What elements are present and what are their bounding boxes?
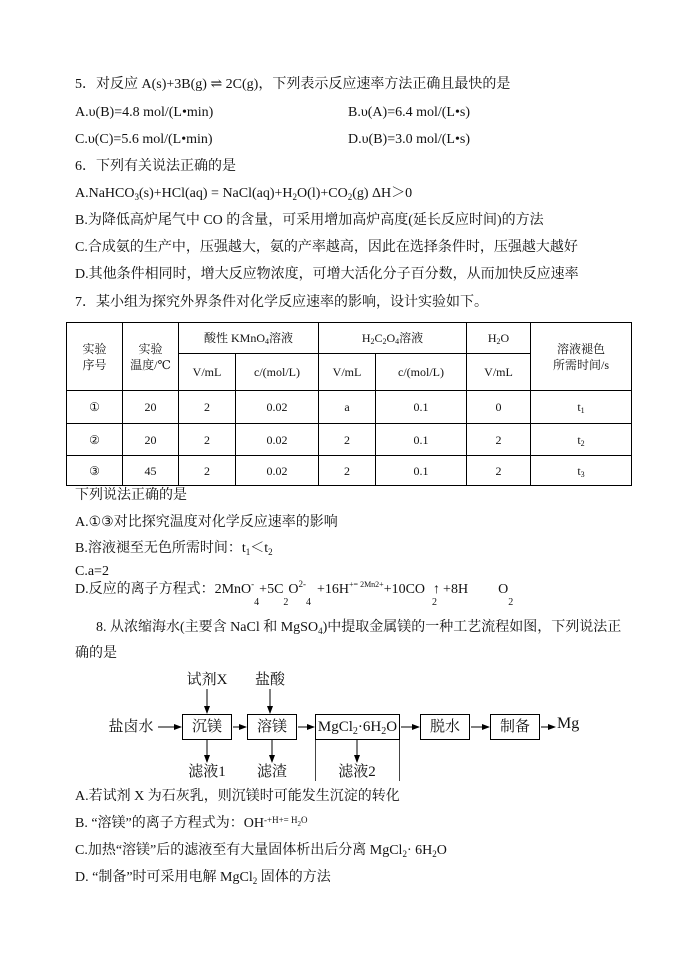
formula-subscript: 3 — [134, 192, 139, 202]
header-experiment-number — [67, 323, 123, 391]
header-text: H — [361, 331, 371, 345]
formula-arrow: ↑ — [433, 582, 441, 597]
formula-part: O — [288, 582, 299, 597]
cell-h2c2o4-volume: 2 — [319, 456, 376, 486]
experiment-table — [66, 322, 632, 486]
formula-part: (g) ΔH＞0 — [352, 186, 413, 201]
header-subscript: 2 — [496, 337, 501, 346]
header-h2c2o4-solution — [319, 323, 467, 354]
label-filter-residue: 滤渣 — [256, 764, 287, 780]
formula-part: +8H — [443, 582, 469, 597]
cell-water-volume: 2 — [467, 424, 531, 456]
option-text: C.加热“溶镁”后的滤液至有大量固体析出后分离 MgCl — [75, 843, 403, 858]
box-subscript: 2 — [381, 726, 387, 737]
q5-stem: 5．对反应 A(s)+3B(g) ⇌ 2C(g)，下列表示反应速率方法正确且最快的是 — [75, 77, 511, 92]
q7-option-b — [75, 540, 273, 558]
cell-h2c2o4-concentration: 0.1 — [376, 424, 467, 456]
cell-subscript: 2 — [580, 438, 585, 448]
formula-subscript: 4 — [254, 597, 260, 608]
cell-number: ① — [67, 391, 123, 424]
option-text: 固体的方法 — [257, 870, 331, 885]
formula-part: O(l)+CO — [297, 186, 348, 201]
cell-text: t — [577, 400, 581, 414]
cell-kmno4-volume: 2 — [179, 456, 236, 486]
stem-subscript: 4 — [318, 626, 323, 636]
cell-kmno4-concentration: 0.02 — [236, 424, 319, 456]
formula-part: +10CO — [383, 582, 426, 597]
cell-kmno4-volume: 2 — [179, 391, 236, 424]
header-subscript: 2 — [382, 337, 387, 346]
stem-text: 8. 从浓缩海水(主要含 NaCl 和 MgSO — [96, 620, 319, 635]
option-subscript: 2 — [402, 849, 407, 859]
header-text: O — [386, 331, 396, 345]
option-text: B.溶液褪至无色所需时间：t — [75, 541, 246, 556]
cell-water-volume: 2 — [467, 456, 531, 486]
q8-stem-line1 — [96, 619, 621, 637]
q8-stem-line2: 确的是 — [75, 646, 117, 661]
cell-h2c2o4-volume: a — [319, 391, 376, 424]
option-text: · 6H — [406, 843, 433, 858]
header-text: C — [374, 331, 383, 345]
label-filtrate-1: 滤液1 — [188, 764, 226, 780]
header-subscript: 2 — [370, 337, 375, 346]
q6-option-a — [75, 185, 412, 203]
cell-text: t — [577, 432, 581, 447]
q8-option-d — [75, 869, 331, 887]
option-subscript: 2 — [268, 547, 273, 557]
formula-part: +5C — [259, 582, 284, 597]
option-text: O — [436, 843, 447, 858]
q5-option-c: C.υ(C)=5.6 mol/(L•min) — [75, 132, 213, 147]
header-text: 实验 — [82, 341, 107, 356]
formula-part: (s)+HCl(aq) = NaCl(aq)+H — [139, 186, 293, 201]
cell-number: ② — [67, 424, 123, 456]
label-filtrate-2: 滤液2 — [338, 764, 376, 780]
formula-part: O — [498, 582, 509, 597]
cell-temperature: 45 — [123, 456, 179, 486]
header-text: H — [487, 331, 497, 345]
option-text: D. “制备”时可采用电解 MgCl — [75, 870, 253, 885]
formula-subscript: 2 — [432, 597, 438, 608]
box-subscript: 2 — [352, 726, 358, 737]
q7-option-c: C.a=2 — [75, 564, 109, 579]
q7-question: 下列说法正确的是 — [75, 488, 187, 503]
option-text: B. “溶镁”的离子方程式为：OH — [75, 816, 264, 831]
q6-option-d: D.其他条件相同时，增大反应物浓度，可增大活化分子百分数，从而加快反应速率 — [75, 267, 579, 282]
stem-text: )中提取金属镁的一种工艺流程如图，下列说法正 — [322, 620, 622, 635]
formula-superscript: 2- — [298, 579, 307, 589]
q5-option-b: B.υ(A)=6.4 mol/(L•s) — [348, 105, 470, 120]
cell-kmno4-concentration: 0.02 — [236, 456, 319, 486]
table-header-row — [67, 323, 632, 354]
header-temperature — [123, 323, 179, 391]
header-subscript: 4 — [395, 337, 400, 346]
header-kmno4-solution — [179, 323, 319, 354]
option-subscript: 1 — [245, 547, 251, 557]
q8-option-a: A.若试剂 X 为石灰乳，则沉镁时可能发生沉淀的转化 — [75, 789, 400, 804]
cell-kmno4-concentration: 0.02 — [236, 391, 319, 424]
cell-kmno4-volume: 2 — [179, 424, 236, 456]
header-text: 所需时间/s — [552, 357, 609, 372]
label-hydrochloric-acid: 盐酸 — [254, 672, 285, 688]
cell-fade-time — [531, 391, 632, 424]
option-subscript: 2 — [252, 876, 258, 886]
step-dissolve-mg: 溶镁 — [247, 714, 297, 740]
q7-stem: 7．某小组为探究外界条件对化学反应速率的影响，设计实验如下。 — [75, 295, 488, 310]
formula-part: A.NaHCO — [75, 186, 135, 201]
cell-fade-time — [531, 456, 632, 486]
table-row — [67, 424, 632, 456]
subheader-kmno4-concentration: c/(mol/L) — [236, 354, 319, 391]
cell-subscript: 3 — [580, 469, 585, 479]
option-text: ＜t — [250, 541, 269, 556]
q8-option-c — [75, 842, 447, 860]
header-water — [467, 323, 531, 354]
box-text: ·6H — [357, 719, 382, 735]
option-small-text: O — [300, 815, 308, 825]
subheader-h2c2o4-volume: V/mL — [319, 354, 376, 391]
label-product-mg: Mg — [557, 715, 580, 732]
box-text: O — [386, 719, 398, 735]
cell-h2c2o4-volume: 2 — [319, 424, 376, 456]
box-text: MgCl — [317, 719, 353, 735]
label-brine: 盐卤水 — [108, 719, 154, 735]
header-text: 溶液 — [399, 331, 424, 345]
subheader-h2c2o4-concentration: c/(mol/L) — [376, 354, 467, 391]
formula-subscript: 2 — [347, 192, 353, 202]
option-subscript: 2 — [297, 820, 301, 828]
subheader-water-volume: V/mL — [467, 354, 531, 391]
formula-subscript: 4 — [306, 597, 312, 608]
header-text: O — [500, 331, 510, 345]
table-row — [67, 391, 632, 424]
cell-h2c2o4-concentration: 0.1 — [376, 391, 467, 424]
header-text: 溶液 — [269, 331, 294, 345]
table-row — [67, 456, 632, 486]
q6-option-b: B.为降低高炉尾气中 CO 的含量，可采用增加高炉高度(延长反应时间)的方法 — [75, 213, 544, 228]
header-text: 序号 — [82, 357, 107, 372]
header-text: 溶液褪色 — [556, 341, 605, 356]
q5-option-a: A.υ(B)=4.8 mol/(L•min) — [75, 105, 214, 120]
cell-temperature: 20 — [123, 391, 179, 424]
option-small-text: -+H+= H — [264, 815, 298, 825]
cell-fade-time — [531, 424, 632, 456]
formula-part: +16H — [317, 582, 350, 597]
formula-subscript: 2 — [508, 597, 514, 608]
header-text: 酸性 KMnO — [203, 331, 265, 345]
cell-h2c2o4-concentration: 0.1 — [376, 456, 467, 486]
header-subscript: 4 — [265, 337, 269, 346]
q8-option-b — [75, 815, 307, 833]
formula-superscript: += 2Mn2+ — [349, 580, 384, 589]
flow-arrows — [0, 660, 688, 790]
subheader-kmno4-volume: V/mL — [179, 354, 236, 391]
label-reagent-x: 试剂X — [186, 672, 228, 688]
header-text: 实验 — [138, 341, 163, 356]
cell-subscript: 1 — [580, 406, 585, 415]
q6-stem: 6．下列有关说法正确的是 — [75, 159, 236, 174]
step-dehydrate: 脱水 — [420, 714, 470, 740]
q7-option-d — [75, 579, 514, 608]
q6-option-c: C.合成氨的生产中，压强越大，氨的产率越高，因此在选择条件时，压强越大越好 — [75, 240, 578, 255]
formula-subscript: 2 — [292, 192, 298, 202]
formula-subscript: 2 — [283, 597, 289, 608]
cell-temperature: 20 — [123, 424, 179, 456]
cell-water-volume: 0 — [467, 391, 531, 424]
step-prepare: 制备 — [490, 714, 540, 740]
header-fade-time — [531, 323, 632, 391]
q7-option-a: A.①③对比探究温度对化学反应速率的影响 — [75, 515, 338, 530]
option-subscript: 2 — [432, 849, 437, 859]
header-text: 温度/℃ — [130, 357, 171, 372]
q5-option-d: D.υ(B)=3.0 mol/(L•s) — [348, 132, 470, 147]
formula-part: D.反应的离子方程式：2MnO — [75, 582, 252, 597]
cell-text: t — [577, 463, 581, 478]
formula-superscript: - — [251, 579, 255, 589]
cell-number: ③ — [67, 456, 123, 486]
step-precipitate-mg: 沉镁 — [182, 714, 232, 740]
